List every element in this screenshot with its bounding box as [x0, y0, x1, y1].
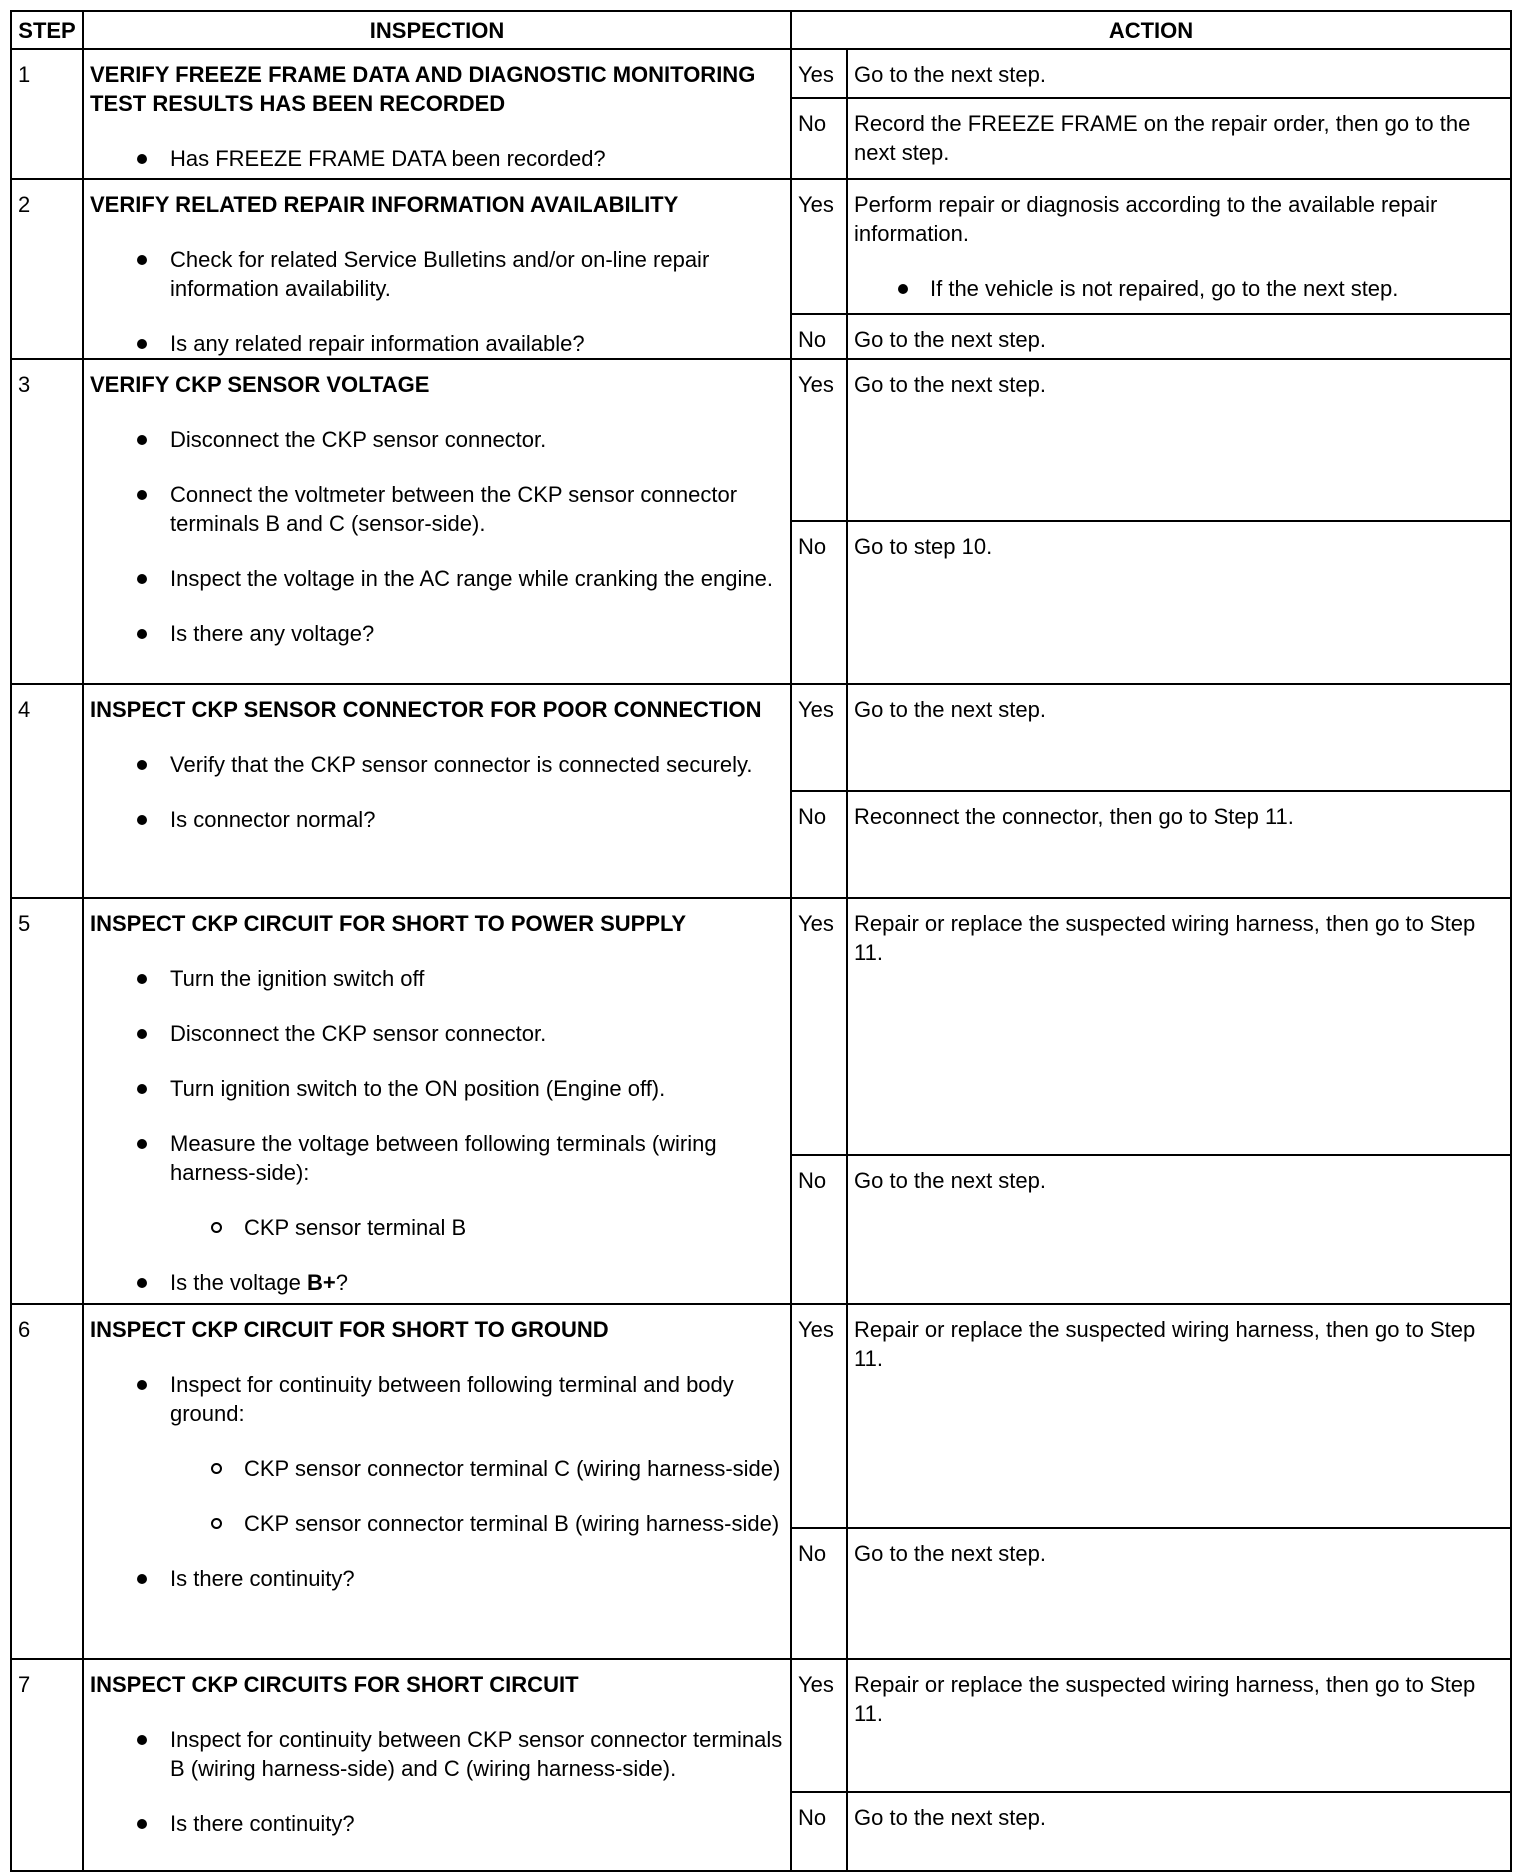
inspection-cell: [83, 49, 791, 179]
step-title: INSPECT CKP SENSOR CONNECTOR FOR POOR CONNECTION: [90, 697, 762, 722]
inspection-item: Is any related repair information available?: [90, 329, 784, 358]
inspection-item: Connect the voltmeter between the CKP sensor connector terminals B and C (sensor-side).: [90, 480, 784, 538]
yes-label: Yes: [791, 1304, 847, 1528]
header-step: STEP: [11, 11, 83, 49]
step-number: 7: [11, 1659, 83, 1871]
step-title: INSPECT CKP CIRCUIT FOR SHORT TO POWER SUPPLY: [90, 911, 687, 936]
yes-action: Go to the next step.: [847, 684, 1511, 791]
no-label: No: [791, 791, 847, 898]
inspection-cell: [83, 898, 791, 1304]
step-title: VERIFY FREEZE FRAME DATA AND DIAGNOSTIC MONITORING TEST RESULTS HAS BEEN RECORDED: [90, 62, 756, 116]
step-title: VERIFY CKP SENSOR VOLTAGE: [90, 372, 430, 397]
inspection-cell: [83, 684, 791, 898]
step-number: 2: [11, 179, 83, 359]
step-title: INSPECT CKP CIRCUIT FOR SHORT TO GROUND: [90, 1317, 609, 1342]
step-row: [11, 359, 1511, 521]
no-action: Go to the next step.: [847, 1528, 1511, 1659]
diagnostic-table: [10, 10, 1512, 1872]
header-action: ACTION: [791, 11, 1511, 49]
step-row: [11, 1659, 1511, 1792]
inspection-item: Inspect for continuity between following terminal and body ground:: [90, 1370, 784, 1428]
no-action: Reconnect the connector, then go to Step 11.: [847, 791, 1511, 898]
no-label: No: [791, 314, 847, 359]
header-inspection: INSPECTION: [83, 11, 791, 49]
no-action: Go to the next step.: [847, 314, 1511, 359]
step-number: 3: [11, 359, 83, 684]
inspection-item: Measure the voltage between following terminals (wiring harness-side):: [90, 1129, 784, 1187]
inspection-sub-item: CKP sensor connector terminal C (wiring harness-side): [90, 1454, 784, 1483]
no-action: Record the FREEZE FRAME on the repair order, then go to the next step.: [847, 98, 1511, 179]
no-action: Go to step 10.: [847, 521, 1511, 684]
step-number: 5: [11, 898, 83, 1304]
inspection-item: Has FREEZE FRAME DATA been recorded?: [90, 144, 784, 173]
inspection-item: Inspect the voltage in the AC range while cranking the engine.: [90, 564, 784, 593]
no-label: No: [791, 1155, 847, 1304]
step-row: [11, 179, 1511, 314]
action-sub-item: If the vehicle is not repaired, go to the next step.: [854, 274, 1504, 303]
no-label: No: [791, 521, 847, 684]
inspection-cell: [83, 179, 791, 359]
step-number: 6: [11, 1304, 83, 1659]
step-row: [11, 49, 1511, 98]
yes-action: Repair or replace the suspected wiring harness, then go to Step 11.: [847, 1304, 1511, 1528]
yes-action-cell: [847, 179, 1511, 314]
step-row: [11, 898, 1511, 1155]
yes-label: Yes: [791, 684, 847, 791]
yes-action: Perform repair or diagnosis according to the available repair information.: [854, 192, 1438, 246]
inspection-item: Is there any voltage?: [90, 619, 784, 648]
question-suffix: ?: [335, 1270, 348, 1295]
question-prefix: Is the voltage: [170, 1270, 307, 1295]
inspection-cell: [83, 359, 791, 684]
inspection-item: Is there continuity?: [90, 1809, 784, 1838]
inspection-item: Turn the ignition switch off: [90, 964, 784, 993]
inspection-item: [90, 1268, 784, 1297]
no-label: No: [791, 1528, 847, 1659]
inspection-item: Turn ignition switch to the ON position (Engine off).: [90, 1074, 784, 1103]
no-action: Go to the next step.: [847, 1155, 1511, 1304]
step-number: 4: [11, 684, 83, 898]
step-number: 1: [11, 49, 83, 179]
yes-label: Yes: [791, 359, 847, 521]
inspection-sub-item: CKP sensor connector terminal B (wiring harness-side): [90, 1509, 784, 1538]
inspection-cell: [83, 1304, 791, 1659]
yes-label: Yes: [791, 179, 847, 314]
inspection-item: Is there continuity?: [90, 1564, 784, 1593]
inspection-item: Check for related Service Bulletins and/or on-line repair information availability.: [90, 245, 784, 303]
inspection-item: Disconnect the CKP sensor connector.: [90, 1019, 784, 1048]
step-title: VERIFY RELATED REPAIR INFORMATION AVAILABILITY: [90, 192, 679, 217]
inspection-item: Inspect for continuity between CKP sensor connector terminals B (wiring harness-side) and C (wiring harness-side).: [90, 1725, 784, 1783]
header-row: [11, 11, 1511, 49]
step-row: [11, 1304, 1511, 1528]
inspection-item: Disconnect the CKP sensor connector.: [90, 425, 784, 454]
step-row: [11, 684, 1511, 791]
no-label: No: [791, 1792, 847, 1871]
question-value: B+: [306, 1270, 336, 1295]
yes-action: Go to the next step.: [847, 49, 1511, 98]
inspection-item: Verify that the CKP sensor connector is connected securely.: [90, 750, 784, 779]
step-title: INSPECT CKP CIRCUITS FOR SHORT CIRCUIT: [90, 1672, 579, 1697]
yes-action: Go to the next step.: [847, 359, 1511, 521]
inspection-cell: [83, 1659, 791, 1871]
no-action: Go to the next step.: [847, 1792, 1511, 1871]
yes-label: Yes: [791, 898, 847, 1155]
yes-action: Repair or replace the suspected wiring harness, then go to Step 11.: [847, 1659, 1511, 1792]
no-label: No: [791, 98, 847, 179]
yes-label: Yes: [791, 1659, 847, 1792]
yes-label: Yes: [791, 49, 847, 98]
inspection-item: Is connector normal?: [90, 805, 784, 834]
inspection-sub-item: CKP sensor terminal B: [90, 1213, 784, 1242]
yes-action: Repair or replace the suspected wiring harness, then go to Step 11.: [847, 898, 1511, 1155]
